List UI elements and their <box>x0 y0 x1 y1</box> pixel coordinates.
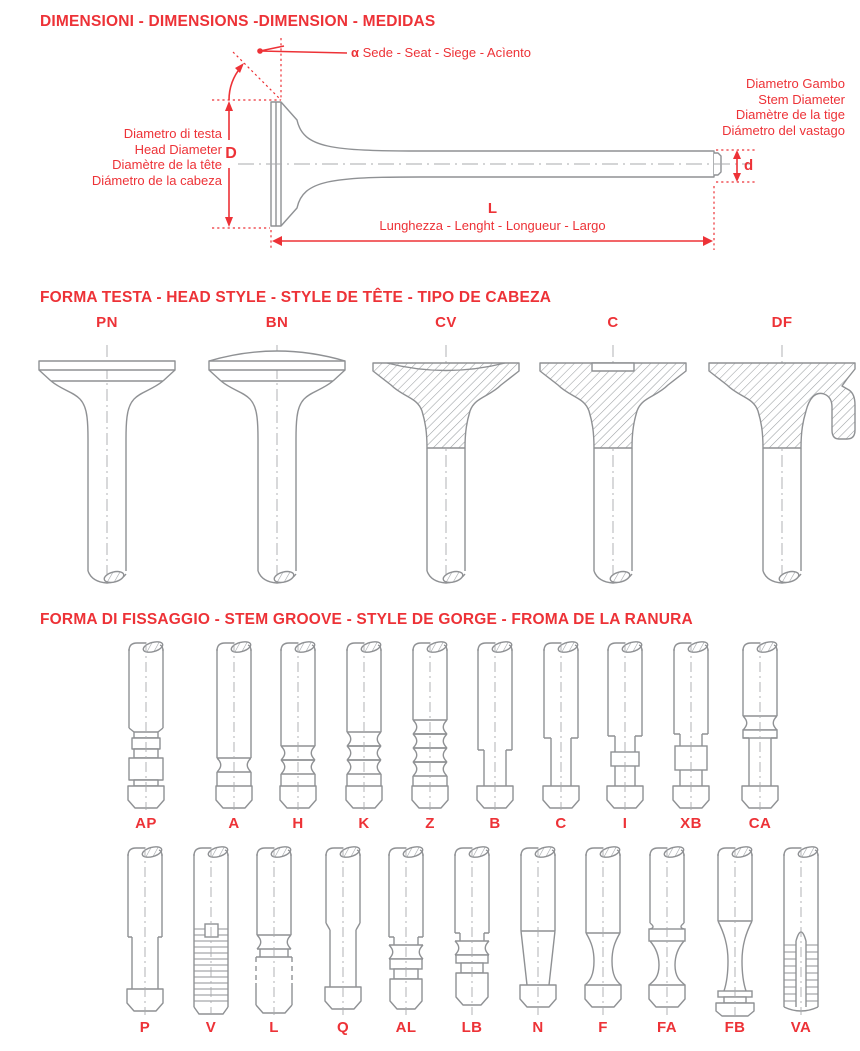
stem-groove-h-drawing <box>265 640 331 812</box>
seat-leader-line <box>260 46 347 53</box>
stem-groove-label-k: K <box>358 815 370 832</box>
stem-groove-label-b: B <box>489 815 501 832</box>
stem-groove-va-drawing <box>768 845 834 1017</box>
stem-groove-k-drawing <box>331 640 397 812</box>
stem-groove-label-al: AL <box>395 1019 417 1036</box>
stem-diameter-line-es: Diámetro del vastago <box>722 122 845 138</box>
stem-groove-label-n: N <box>532 1019 544 1036</box>
stem-groove-section-title: FORMA DI FISSAGGIO - STEM GROOVE - STYLE DE GORGE - FROMA DE LA RANURA <box>40 611 693 628</box>
head-style-df-drawing <box>697 333 860 598</box>
stem-groove-f-drawing <box>570 845 636 1017</box>
head-style-cv-drawing <box>361 333 531 598</box>
head-style-bn-drawing <box>192 333 362 598</box>
head-diameter-symbol: D <box>225 145 237 162</box>
stem-groove-label-v: V <box>205 1019 217 1036</box>
seat-callout <box>351 45 531 61</box>
stem-groove-i-drawing <box>592 640 658 812</box>
stem-groove-lb-drawing <box>439 845 505 1017</box>
seat-label: Sede - Seat - Siege - Acìento <box>362 45 532 60</box>
stem-groove-c-drawing <box>528 640 594 812</box>
stem-groove-xb-drawing <box>658 640 724 812</box>
stem-groove-a-drawing <box>201 640 267 812</box>
stem-groove-label-i: I <box>622 815 628 832</box>
head-style-label-bn: BN <box>265 314 289 331</box>
dimensions-section-title: DIMENSIONI - DIMENSIONS -DIMENSION - MEDIDAS <box>40 13 436 30</box>
stem-groove-n-drawing <box>505 845 571 1017</box>
stem-groove-label-a: A <box>228 815 240 832</box>
length-label: Lunghezza - Lenght - Longueur - Largo <box>379 218 606 233</box>
stem-diameter-line-it: Diametro Gambo <box>746 76 845 91</box>
head-style-label-pn: PN <box>96 314 118 331</box>
stem-groove-label-ap: AP <box>135 815 157 832</box>
stem-groove-b-drawing <box>462 640 528 812</box>
stem-groove-label-f: F <box>598 1019 608 1036</box>
stem-groove-l-drawing <box>241 845 307 1017</box>
stem-groove-v-drawing <box>178 845 244 1017</box>
head-diameter-label <box>92 126 222 188</box>
head-style-section-title: FORMA TESTA - HEAD STYLE - STYLE DE TÊTE - TIPO DE CABEZA <box>40 289 552 306</box>
stem-groove-ca-drawing <box>727 640 793 812</box>
head-style-label-df: DF <box>771 314 793 331</box>
length-symbol: L <box>487 200 498 217</box>
head-style-c-drawing <box>528 333 698 598</box>
stem-groove-z-drawing <box>397 640 463 812</box>
stem-groove-al-drawing <box>373 845 439 1017</box>
stem-groove-label-z: Z <box>425 815 435 832</box>
head-style-label-cv: CV <box>435 314 457 331</box>
stem-groove-label-fb: FB <box>724 1019 746 1036</box>
stem-groove-label-q: Q <box>336 1019 350 1036</box>
head-style-label-c: C <box>607 314 619 331</box>
stem-diameter-line-en: Stem Diameter <box>758 91 845 107</box>
stem-diameter-label <box>722 76 845 138</box>
stem-groove-label-fa: FA <box>657 1019 677 1036</box>
stem-diameter-symbol: d <box>744 157 754 174</box>
stem-groove-label-l: L <box>269 1019 279 1036</box>
head-diameter-line-fr: Diamètre de la tête <box>112 157 222 172</box>
stem-groove-label-xb: XB <box>680 815 702 832</box>
stem-groove-ap-drawing <box>113 640 179 812</box>
stem-groove-label-ca: CA <box>748 815 772 832</box>
head-diameter-line-en: Head Diameter <box>134 141 222 157</box>
stem-groove-label-p: P <box>139 1019 151 1036</box>
stem-groove-label-lb: LB <box>461 1019 483 1036</box>
head-diameter-line-es: Diámetro de la cabeza <box>91 172 222 188</box>
stem-groove-p-drawing <box>112 845 178 1017</box>
stem-diameter-line-fr: Diamètre de la tige <box>735 107 845 122</box>
head-style-pn-drawing <box>22 333 192 598</box>
stem-groove-q-drawing <box>310 845 376 1017</box>
stem-groove-label-va: VA <box>790 1019 812 1036</box>
stem-groove-label-c: C <box>555 815 567 832</box>
alpha-symbol: α <box>351 45 359 60</box>
head-diameter-line-it: Diametro di testa <box>123 126 222 141</box>
stem-groove-label-h: H <box>292 815 304 832</box>
stem-groove-fa-drawing <box>634 845 700 1017</box>
stem-groove-fb-drawing <box>702 845 768 1017</box>
